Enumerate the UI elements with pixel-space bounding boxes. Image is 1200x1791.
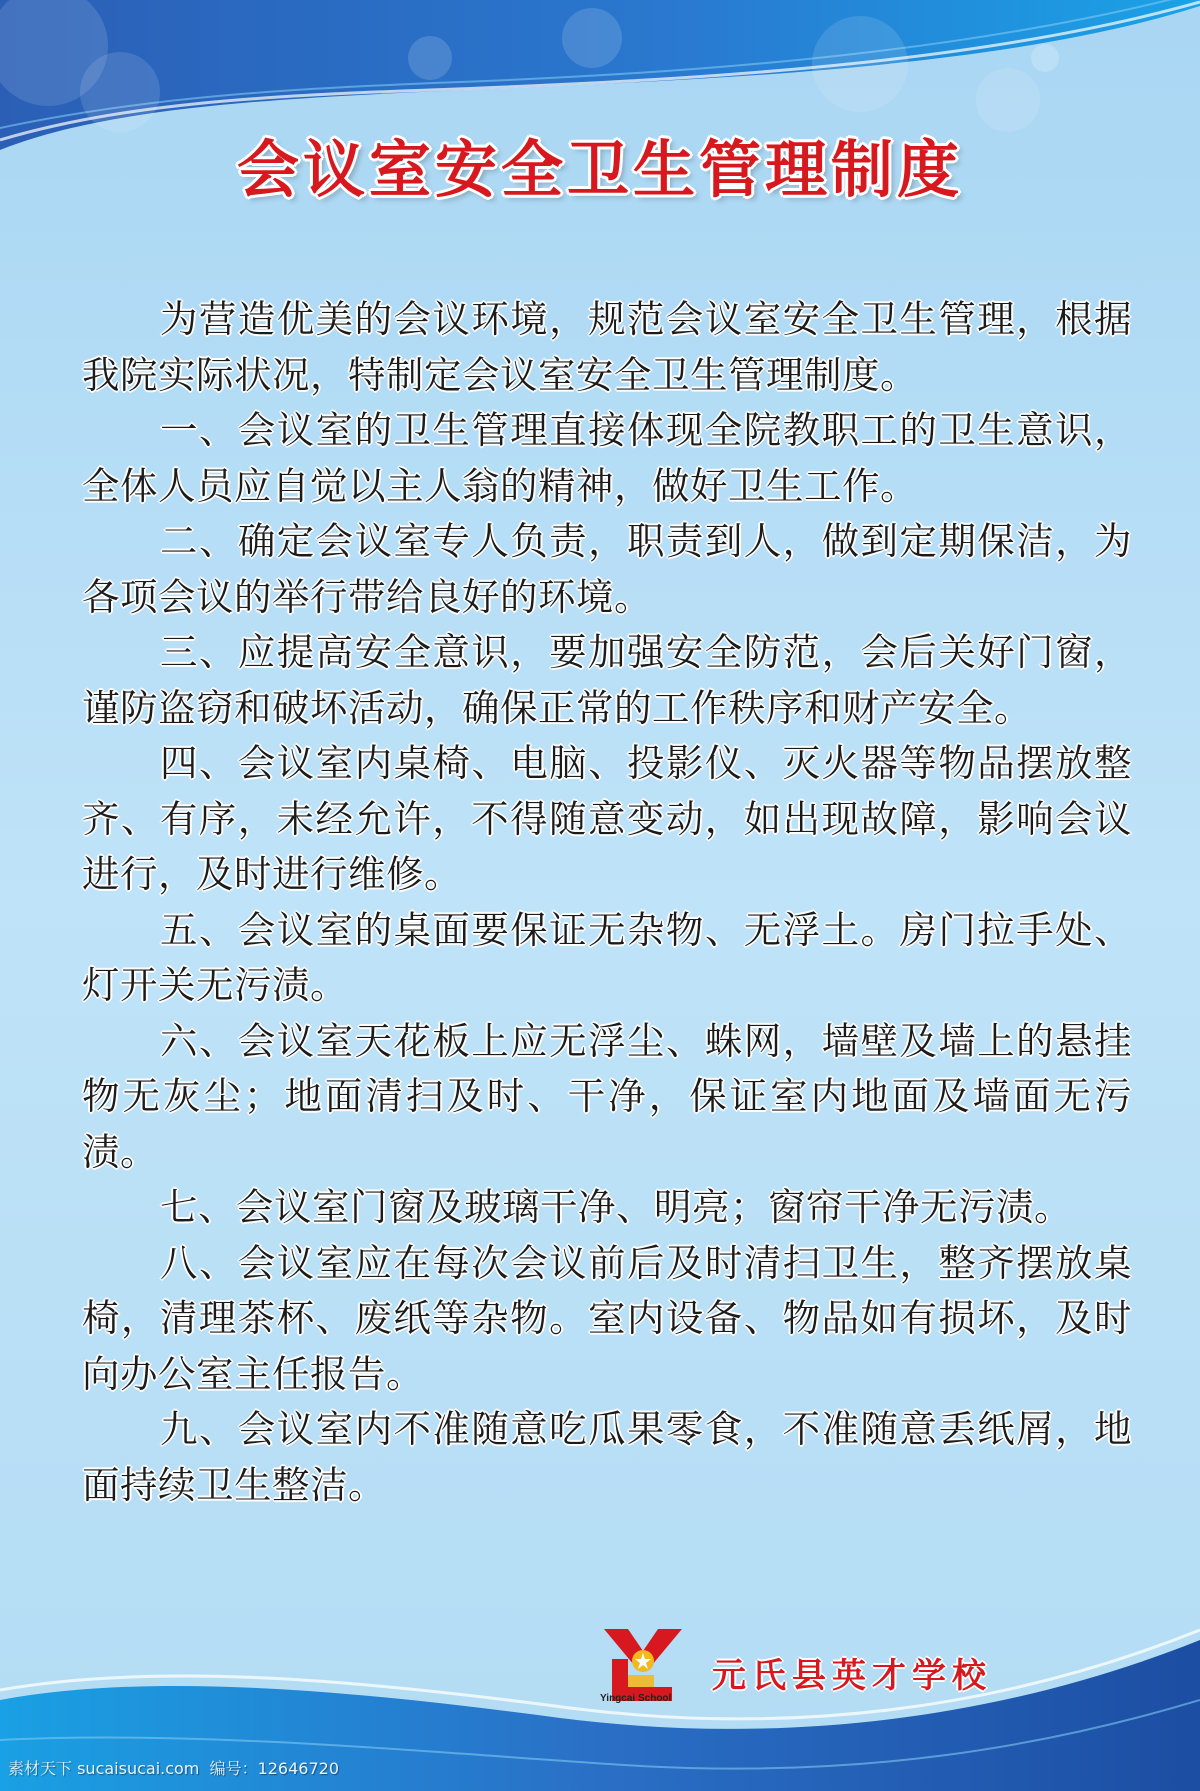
- logo-caption: Yingcai School: [600, 1693, 672, 1704]
- rule-8: 八、会议室应在每次会议前后及时清扫卫生，整齐摆放桌椅，清理茶杯、废纸等杂物。室内设备、物品如有损坏，及时向办公室主任报告。: [82, 1240, 1132, 1396]
- rule-3: 三、应提高安全意识，要加强安全防范，会后关好门窗，谨防盗窃和破坏活动，确保正常的工作秩序和财产安全。: [82, 630, 1132, 730]
- poster-title: 会议室安全卫生管理制度: [236, 133, 963, 206]
- intro-paragraph: 为营造优美的会议环境，规范会议室安全卫生管理，根据我院实际状况，特制定会议室安全卫生管理制度。: [82, 297, 1132, 397]
- rule-7: 七、会议室门窗及玻璃干净、明亮；窗帘干净无污渍。: [160, 1185, 1072, 1229]
- school-name: 元氏县英才学校: [712, 1656, 992, 1696]
- rule-1: 一、会议室的卫生管理直接体现全院教职工的卫生意识，全体人员应自觉以主人翁的精神，做好卫生工作。: [82, 408, 1132, 508]
- watermark-text: 素材天下 sucaisucai.com 编号：12646720: [8, 1759, 340, 1778]
- rules-body: [82, 292, 1132, 1513]
- rule-2: 二、确定会议室专人负责，职责到人，做到定期保洁，为各项会议的举行带给良好的环境。: [82, 519, 1132, 619]
- rule-4: 四、会议室内桌椅、电脑、投影仪、灭火器等物品摆放整齐、有序，未经允许，不得随意变动，如出现故障，影响会议进行，及时进行维修。: [82, 741, 1132, 896]
- rule-5: 五、会议室的桌面要保证无杂物、无浮土。房门拉手处、灯开关无污渍。: [82, 907, 1132, 1007]
- rule-6: 六、会议室天花板上应无浮尘、蛛网，墙壁及墙上的悬挂物无灰尘；地面清扫及时、干净，保证室内地面及墙面无污渍。: [82, 1018, 1132, 1174]
- rule-9: 九、会议室内不准随意吃瓜果零食，不准随意丢纸屑，地面持续卫生整洁。: [82, 1407, 1132, 1507]
